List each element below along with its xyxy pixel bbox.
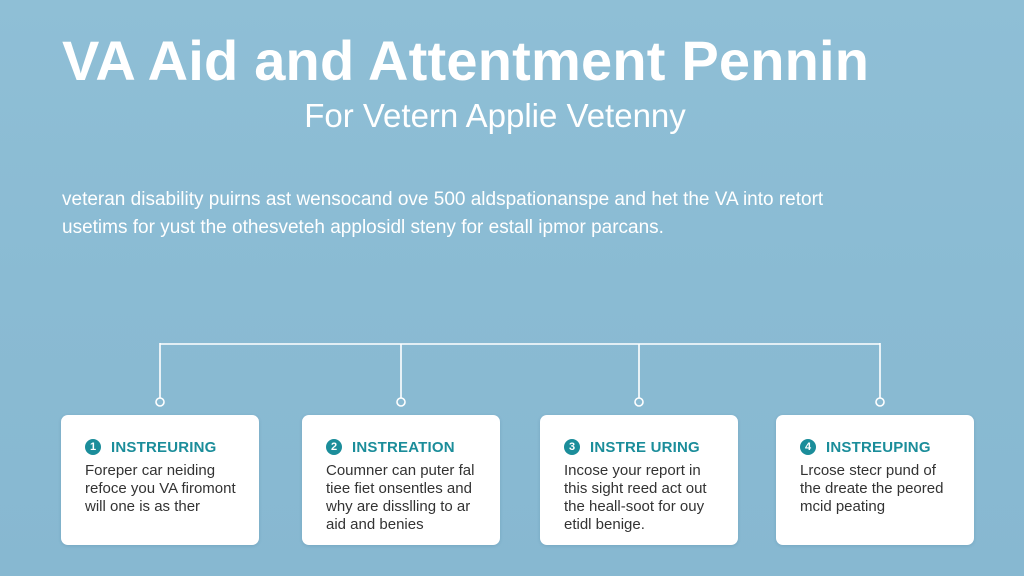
step-number-badge: 2 — [326, 439, 342, 455]
step-card-2 — [302, 415, 500, 545]
step-description-line: Foreper car neiding — [85, 462, 216, 479]
step-description-line: why are disslling to ar — [326, 498, 471, 515]
step-description — [85, 462, 243, 516]
intro-line: usetims for yust the othesveteh applosidl steny for estall ipmor parcans. — [62, 217, 664, 238]
connector-node-3 — [635, 398, 643, 406]
intro-paragraph — [62, 186, 962, 242]
step-card-header — [326, 437, 484, 457]
connector-node-1 — [156, 398, 164, 406]
step-description-line: etidl benige. — [564, 516, 645, 533]
connector-node-2 — [397, 398, 405, 406]
step-title: INSTRE URING — [590, 438, 700, 456]
step-title: INSTREATION — [352, 438, 455, 456]
step-description-line: the heall-soot for ouy — [564, 498, 705, 515]
step-description — [800, 462, 958, 516]
step-description-line: Lrcose stecr pund of — [800, 462, 936, 479]
step-description-line: this sight reed act out — [564, 480, 707, 497]
step-description-line: the dreate the peored — [800, 480, 944, 497]
step-description — [564, 462, 722, 534]
step-description-line: Incose your report in — [564, 462, 701, 479]
page-title: VA Aid and Attentment Pennin — [62, 29, 870, 92]
step-number-badge: 1 — [85, 439, 101, 455]
step-card-1 — [61, 415, 259, 545]
step-number-badge: 3 — [564, 439, 580, 455]
step-description-line: mcid peating — [800, 498, 886, 515]
step-number-badge: 4 — [800, 439, 816, 455]
step-card-3 — [540, 415, 738, 545]
connector-node-4 — [876, 398, 884, 406]
step-description-line: refoce you VA firomont — [85, 480, 236, 497]
step-title: INSTREURING — [111, 438, 217, 456]
step-description-line: aid and benies — [326, 516, 424, 533]
step-card-4 — [776, 415, 974, 545]
step-card-header — [800, 437, 958, 457]
step-card-header — [85, 437, 243, 457]
step-description — [326, 462, 484, 534]
step-description-line: will one is as ther — [85, 498, 201, 515]
step-card-header — [564, 437, 722, 457]
step-description-line: Coumner can puter fal — [326, 462, 475, 479]
step-title: INSTREUPING — [826, 438, 931, 456]
step-description-line: tiee fiet onsentles and — [326, 480, 472, 497]
page-subtitle: For Vetern Applie Vetenny — [304, 97, 686, 134]
intro-line: veteran disability puirns ast wensocand ove 500 aldspationanspe and het the VA into retort — [62, 189, 824, 210]
